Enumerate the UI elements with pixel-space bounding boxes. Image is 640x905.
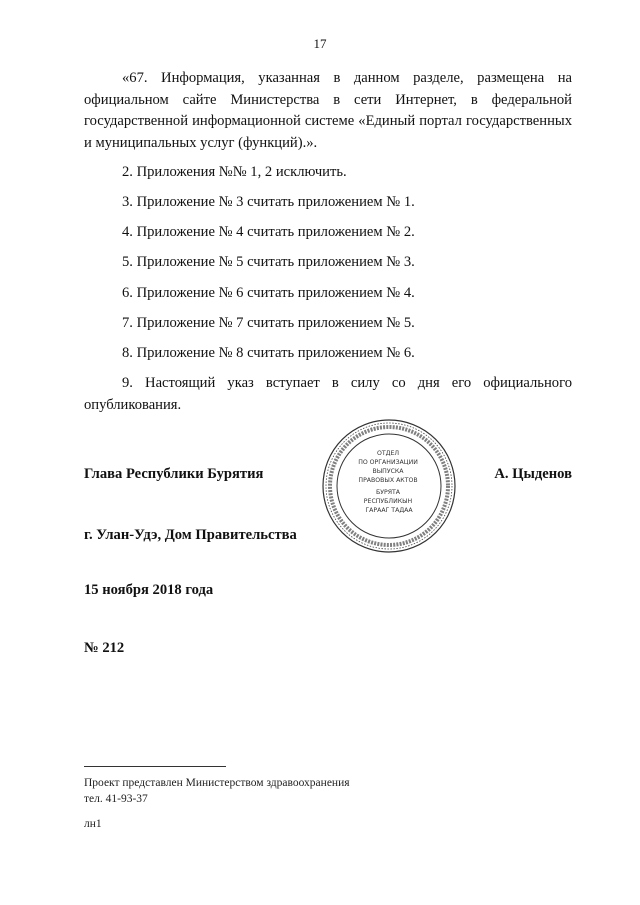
page-number: 17 — [313, 36, 327, 51]
paragraph-67-block — [84, 68, 572, 154]
decree-number: № 212 — [84, 640, 125, 656]
item-5: 5. Приложение № 5 считать приложением № 3. — [122, 254, 415, 270]
signer-position: Глава Республики Бурятия — [84, 466, 264, 482]
svg-text:ОТДЕЛ ПО ОРГАНИЗАЦИИ В — [358, 450, 420, 514]
item-3: 3. Приложение № 3 считать приложением № 1. — [122, 194, 415, 210]
footnote-presenter: Проект представлен Министерством здравоохранения — [84, 777, 350, 789]
official-seal-stamp — [321, 418, 457, 554]
seal-line-4: ПРАВОВЫХ АКТОВ — [358, 477, 418, 484]
item-2: 2. Приложения №№ 1, 2 исключить. — [122, 164, 347, 180]
paragraph-67: «67. Информация, указанная в данном разделе, размещена на официальном сайте Министерства в сети Интернет, в федеральной государственной информационной системе «Единый портал государственных и муниципальных услуг (функций).». — [84, 70, 572, 151]
seal-line-6: РЕСПУБЛИКЫН — [363, 498, 413, 505]
paragraph-9: 9. Настоящий указ вступает в силу со дня его официального опубликования. — [84, 375, 572, 413]
seal-line-7: ГАРААГ ТАДАА — [365, 507, 413, 514]
signing-place: г. Улан-Удэ, Дом Правительства — [84, 527, 297, 543]
paragraph-9-block — [84, 373, 572, 416]
footnote-code: лн1 — [84, 818, 102, 830]
footnote-phone: тел. 41-93-37 — [84, 793, 148, 805]
item-4: 4. Приложение № 4 считать приложением № 2. — [122, 224, 415, 240]
item-8: 8. Приложение № 8 считать приложением № 6. — [122, 345, 415, 361]
item-6: 6. Приложение № 6 считать приложением № 4. — [122, 285, 415, 301]
item-7: 7. Приложение № 7 считать приложением № 5. — [122, 315, 415, 331]
signer-name: А. Цыденов — [494, 466, 572, 482]
seal-line-1: ОТДЕЛ — [376, 450, 400, 457]
seal-line-5: БУРЯТА — [375, 489, 401, 496]
signing-date: 15 ноября 2018 года — [84, 582, 214, 598]
footnote-divider — [84, 766, 226, 767]
seal-line-3: ВЫПУСКА — [372, 468, 404, 475]
seal-line-2: ПО ОРГАНИЗАЦИИ — [358, 459, 418, 466]
